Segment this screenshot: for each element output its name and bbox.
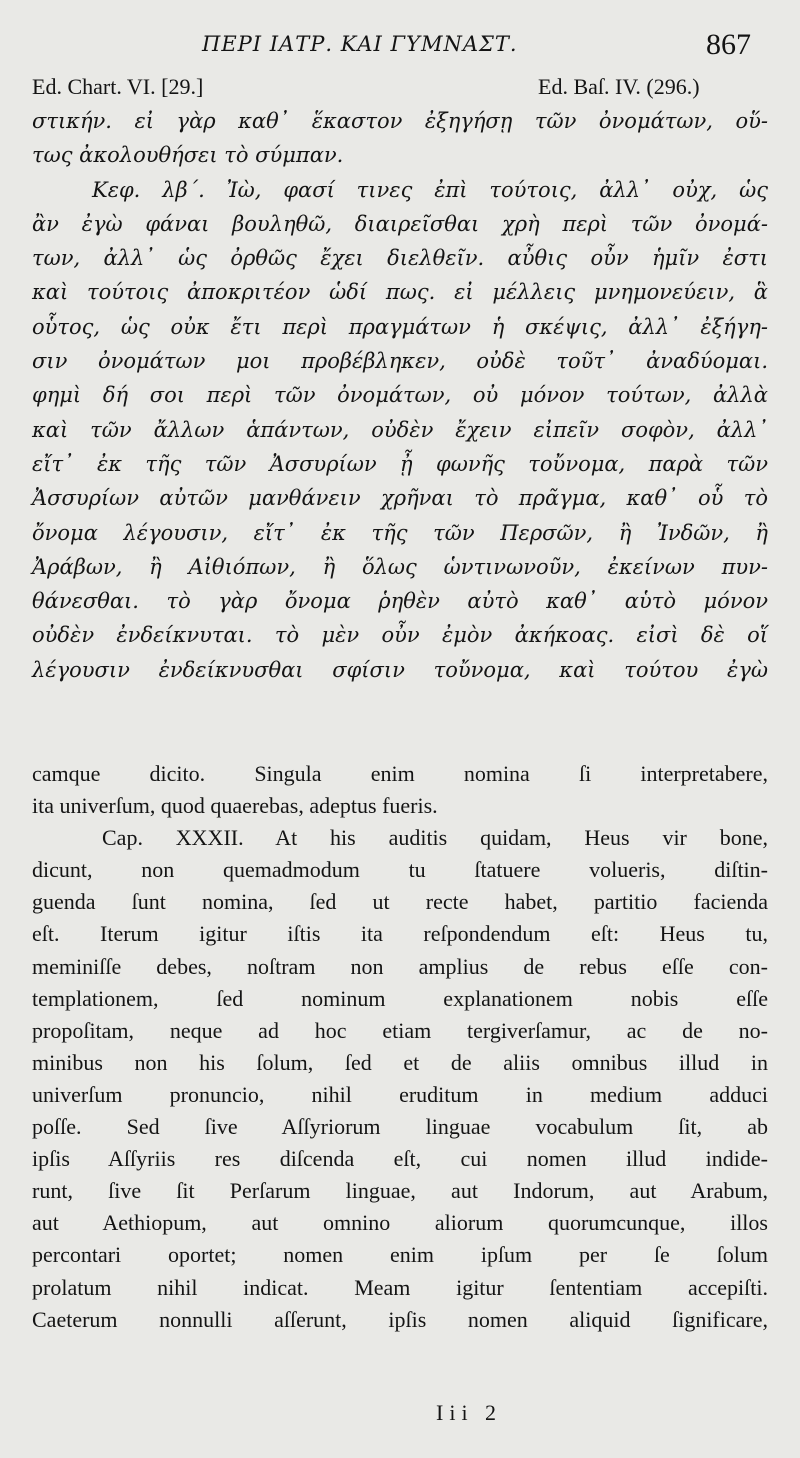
greek-line: Ἀράβων, ἢ Αἰθιόπων, ἢ ὅλως ὡντινωνοῦν, ἐκείνων πυν- xyxy=(32,554,768,579)
latin-line: dicunt, non quemadmodum tu ſtatuere volueris, diſtin- xyxy=(32,857,768,883)
latin-line: eſt. Iterum igitur iſtis ita reſpondendum eſt: Heus tu, xyxy=(32,921,768,947)
greek-line: στικήν. εἰ γὰρ καθ᾽ ἕκαστον ἐξηγήσῃ τῶν ὀνομάτων, οὕ- xyxy=(32,109,768,133)
page-header xyxy=(0,30,800,64)
latin-line: prolatum nihil indicat. Meam igitur ſententiam accepiſti. xyxy=(32,1274,768,1300)
latin-line: percontari oportet; nomen enim ipſum per ſe ſolum xyxy=(32,1242,768,1268)
latin-line: Caeterum nonnulli aſſerunt, ipſis nomen aliquid ſignificare, xyxy=(32,1306,768,1332)
latin-line: guenda ſunt nomina, ſed ut recte habet, partitio facienda xyxy=(32,889,768,915)
greek-line: ὄνομα λέγουσιν, εἴτ᾽ ἐκ τῆς τῶν Περσῶν, ἢ Ἰνδῶν, ἢ xyxy=(32,520,768,545)
latin-line: templationem, ſed nominum explanationem nobis eſſe xyxy=(32,985,768,1011)
latin-line: minibus non his ſolum, ſed et de aliis omnibus illud in xyxy=(32,1049,768,1075)
edition-reference-basel: Ed. Baſ. IV. (296.) xyxy=(538,74,700,99)
edition-reference-chartier: Ed. Chart. VI. [29.] xyxy=(32,74,204,99)
greek-line: οὗτος, ὡς οὐκ ἔτι περὶ πραγμάτων ἡ σκέψις, ἀλλ᾽ ἐξήγη- xyxy=(32,314,768,339)
printer-signature-mark: Iii 2 xyxy=(436,1400,503,1425)
latin-line: Cap. XXXII. At his auditis quidam, Heus vir bone, xyxy=(102,825,768,851)
running-head: ΠΕΡΙ ΙΑΤΡ. ΚΑΙ ΓΥΜΝΑΣΤ. xyxy=(202,32,518,56)
latin-text-block xyxy=(32,758,768,1336)
greek-line: λέγουσιν ἐνδείκνυσθαι σφίσιν τοὔνομα, καὶ τούτου ἐγὼ xyxy=(32,657,768,682)
page-number: 867 xyxy=(706,28,751,61)
latin-line: poſſe. Sed ſive Aſſyriorum linguae vocabulum ſit, ab xyxy=(32,1114,768,1140)
greek-line: των, ἀλλ᾽ ὡς ὀρθῶς ἔχει διελθεῖν. αὖθις οὖν ἡμῖν ἐστι xyxy=(32,246,768,271)
greek-line: φημὶ δή σοι περὶ τῶν ὀνομάτων, οὐ μόνον τούτων, ἀλλὰ xyxy=(32,383,768,408)
edition-references xyxy=(0,74,800,104)
latin-line: camque dicito. Singula enim nomina ſi interpretabere, xyxy=(32,761,768,786)
greek-line: θάνεσθαι. τὸ γὰρ ὄνομα ῥηθὲν αὐτὸ καθ᾽ αὑτὸ μόνον xyxy=(32,589,768,614)
greek-line: οὐδὲν ἐνδείκνυται. τὸ μὲν οὖν ἐμὸν ἀκήκοας. εἰσὶ δὲ οἵ xyxy=(32,623,768,648)
greek-text-block xyxy=(32,104,768,687)
latin-line: ipſis Aſſyriis res diſcenda eſt, cui nomen illud indide- xyxy=(32,1146,768,1172)
greek-line: καὶ τῶν ἄλλων ἁπάντων, οὐδὲν ἔχειν εἰπεῖν σοφὸν, ἀλλ᾽ xyxy=(32,417,768,442)
latin-line: propoſitam, neque ad hoc etiam tergiverſamur, ac de no- xyxy=(32,1017,768,1043)
latin-line: ita univerſum, quod quaerebas, adeptus fueris. xyxy=(32,793,438,819)
greek-line: τως ἀκολουθήσει τὸ σύμπαν. xyxy=(32,143,344,168)
greek-line: καὶ τούτοις ἀποκριτέον ὡδί πως. εἰ μέλλεις μνημονεύειν, ἃ xyxy=(32,280,768,305)
greek-line: ἂν ἐγὼ φάναι βουληθῶ, διαιρεῖσθαι χρὴ περὶ τῶν ὀνομά- xyxy=(32,211,768,236)
latin-line: univerſum pronuncio, nihil eruditum in medium adduci xyxy=(32,1081,768,1107)
greek-line: Ἀσσυρίων αὐτῶν μανθάνειν χρῆναι τὸ πρᾶγμα, καθ᾽ οὗ τὸ xyxy=(32,486,768,511)
greek-line: εἴτ᾽ ἐκ τῆς τῶν Ἀσσυρίων ᾖ φωνῆς τοὔνομα, παρὰ τῶν xyxy=(32,451,768,476)
greek-line: Κεφ. λβ΄. Ἰὼ, φασί τινες ἐπὶ τούτοις, ἀλλ᾽ οὐχ, ὡς xyxy=(92,177,768,202)
latin-line: aut Aethiopum, aut omnino aliorum quorumcunque, illos xyxy=(32,1210,768,1236)
greek-line: σιν ὀνομάτων μοι προβέβληκεν, οὐδὲ τοῦτ᾽ ἀναδύομαι. xyxy=(32,349,768,374)
latin-line: meminiſſe debes, noſtram non amplius de rebus eſſe con- xyxy=(32,953,768,979)
latin-line: runt, ſive ſit Perſarum linguae, aut Indorum, aut Arabum, xyxy=(32,1178,768,1204)
